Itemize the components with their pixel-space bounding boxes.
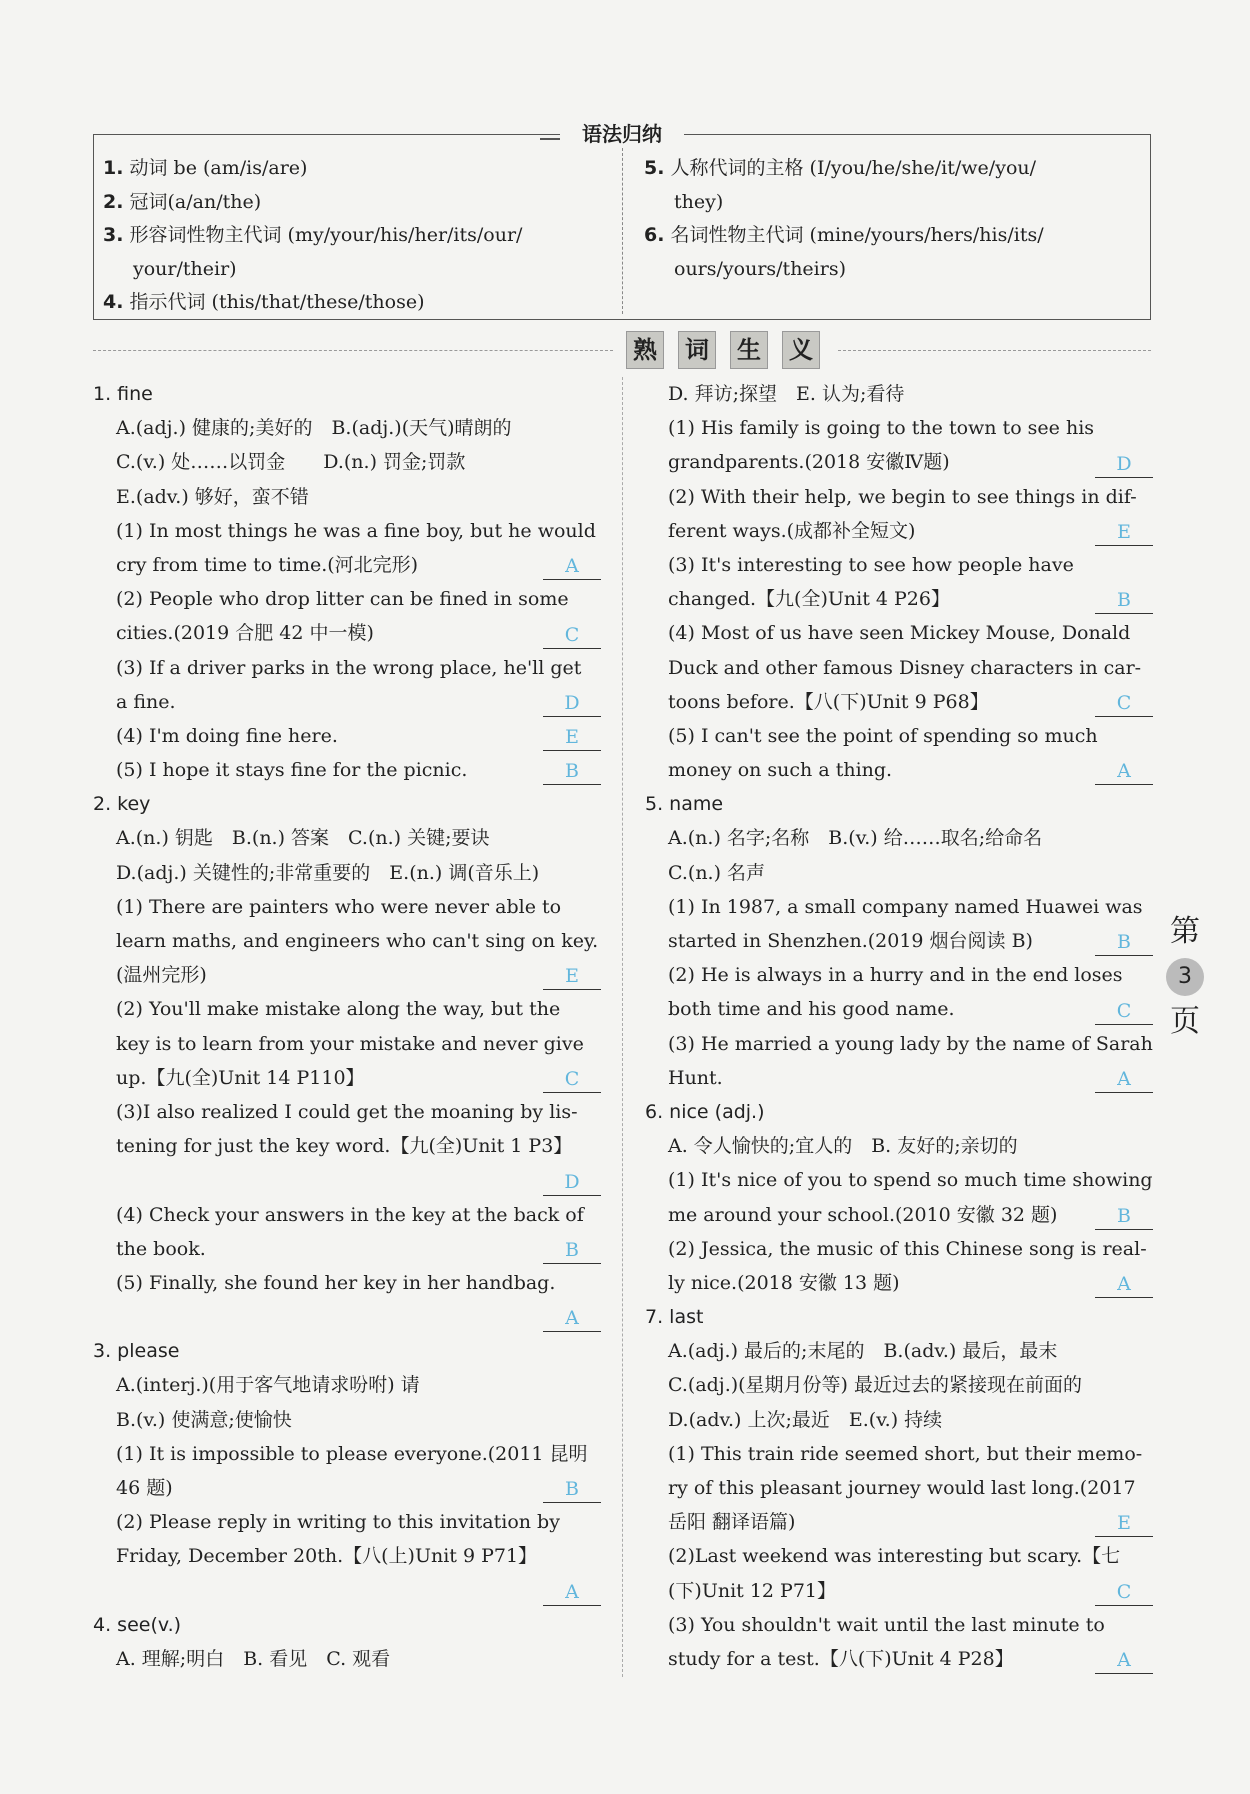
line-text: (2) You'll make mistake along the way, but the	[116, 998, 561, 1021]
exercise-line	[645, 651, 1153, 685]
exercise-line	[93, 514, 601, 548]
answer-blank: A	[1095, 1647, 1153, 1674]
exercise-line	[93, 890, 601, 924]
section-title-char: 生	[730, 331, 768, 369]
exercise-line	[93, 1574, 601, 1608]
exercise-line	[645, 1232, 1153, 1266]
answer-blank: A	[543, 1305, 601, 1332]
exercise-line	[645, 445, 1153, 479]
line-text: 4. see(v.)	[93, 1613, 182, 1636]
exercise-line	[645, 1334, 1153, 1368]
line-text: (1) It is impossible to please everyone.(2011 昆明	[116, 1442, 588, 1465]
exercise-line	[93, 445, 601, 479]
line-text: C.(n.) 名声	[668, 861, 766, 884]
exercise-line	[645, 616, 1153, 650]
section-title-char: 词	[678, 331, 716, 369]
answer-blank: C	[1095, 1579, 1153, 1606]
section-rule-left	[93, 350, 613, 351]
exercise-line	[645, 1368, 1153, 1402]
line-text: (3) It's interesting to see how people have	[668, 553, 1074, 576]
line-text: (2) Jessica, the music of this Chinese song is real-	[668, 1237, 1147, 1260]
grammar-item-number: 5.	[644, 157, 665, 179]
grammar-item-number: 1.	[103, 157, 124, 179]
line-text: 46 题)	[116, 1477, 173, 1499]
right-exercise-column	[645, 377, 1153, 1676]
line-text: (5) I can't see the point of spending so much	[668, 724, 1098, 747]
exercise-line	[645, 411, 1153, 445]
answer-blank: B	[1095, 1203, 1153, 1230]
grammar-item-number: 6.	[644, 224, 665, 246]
grammar-left-column	[103, 152, 608, 320]
answer-blank: B	[1095, 587, 1153, 614]
exercise-line	[93, 924, 601, 958]
line-text: (4) Check your answers in the key at the back of	[116, 1203, 584, 1226]
line-text: the book.	[116, 1237, 206, 1260]
exercise-line	[645, 1061, 1153, 1095]
grammar-item	[644, 152, 1144, 186]
grammar-item-continuation: ours/yours/theirs)	[674, 257, 846, 280]
exercise-line	[645, 1574, 1153, 1608]
grammar-column-divider	[622, 148, 623, 314]
line-text: (5) Finally, she found her key in her handbag.	[116, 1271, 556, 1294]
exercise-line	[93, 548, 601, 582]
line-text: a fine.	[116, 690, 176, 713]
exercise-line	[93, 411, 601, 445]
exercise-line	[645, 890, 1153, 924]
grammar-summary-title: 语法归纳	[560, 120, 684, 148]
entry-heading	[93, 787, 601, 821]
answer-blank: D	[1095, 451, 1153, 478]
line-text: (3) He married a young lady by the name of Sarah	[668, 1032, 1153, 1055]
exercise-line	[93, 616, 601, 650]
line-text: ferent ways.(成都补全短文)	[668, 519, 916, 542]
exercise-line	[93, 1437, 601, 1471]
exercise-line	[645, 856, 1153, 890]
line-text: B.(v.) 使满意;使愉快	[116, 1408, 292, 1431]
answer-blank: B	[543, 1237, 601, 1264]
line-text: Friday, December 20th.【八(上)Unit 9 P71】	[116, 1545, 538, 1568]
line-text: (温州完形)	[116, 964, 207, 987]
line-text: (2) Please reply in writing to this invitation by	[116, 1511, 560, 1534]
exercise-line	[93, 1061, 601, 1095]
page-label-ye: 页	[1170, 1004, 1200, 1039]
exercise-line	[645, 1266, 1153, 1300]
line-text: (下)Unit 12 P71】	[668, 1579, 837, 1602]
line-text: ry of this pleasant journey would last long.(2017	[668, 1477, 1136, 1499]
line-text: (1) It's nice of you to spend so much time showing	[668, 1169, 1153, 1192]
page-label-di: 第	[1170, 914, 1200, 949]
exercise-line	[93, 1232, 601, 1266]
entry-heading	[645, 787, 1153, 821]
line-text: (3) You shouldn't wait until the last minute to	[668, 1613, 1105, 1636]
grammar-item-text: 形容词性物主代词 (my/your/his/her/its/our/	[129, 224, 523, 246]
answer-blank: C	[543, 622, 601, 649]
answer-blank: A	[1095, 758, 1153, 785]
exercise-line	[93, 1403, 601, 1437]
line-text: study for a test.【八(下)Unit 4 P28】	[668, 1647, 1014, 1670]
line-text: key is to learn from your mistake and never give	[116, 1032, 584, 1055]
grammar-item	[644, 219, 1144, 253]
grammar-item-number: 4.	[103, 291, 124, 313]
grammar-item-text: 名词性物主代词 (mine/yours/hers/his/its/	[670, 224, 1044, 246]
line-text: A.(n.) 钥匙 B.(n.) 答案 C.(n.) 关键;要诀	[116, 827, 490, 850]
exercise-line	[93, 1163, 601, 1197]
answer-blank: C	[1095, 690, 1153, 717]
exercise-line	[93, 480, 601, 514]
line-text: 岳阳 翻译语篇)	[668, 1511, 796, 1534]
section-title-char: 义	[782, 331, 820, 369]
exercise-line	[645, 1608, 1153, 1642]
exercise-line	[645, 1403, 1153, 1437]
line-text: cry from time to time.(河北完形)	[116, 553, 419, 576]
line-text: A.(n.) 名字;名称 B.(v.) 给……取名;给命名	[668, 827, 1043, 850]
exercise-line	[645, 719, 1153, 753]
exercise-line	[93, 685, 601, 719]
exercise-line	[645, 753, 1153, 787]
line-text: both time and his good name.	[668, 998, 955, 1021]
exercise-line	[93, 1266, 601, 1300]
exercise-line	[645, 958, 1153, 992]
grammar-item-text: 动词 be (am/is/are)	[129, 157, 308, 179]
line-text: (1) There are painters who were never able to	[116, 895, 562, 918]
exercise-line	[93, 753, 601, 787]
exercise-line	[645, 377, 1153, 411]
column-divider	[622, 377, 623, 1677]
grammar-item-text: 冠词(a/an/the)	[129, 190, 262, 213]
line-text: E.(adv.) 够好，蛮不错	[116, 485, 309, 508]
grammar-item-text: 指示代词 (this/that/these/those)	[129, 291, 425, 313]
grammar-item	[103, 286, 608, 320]
line-text: Duck and other famous Disney characters in car-	[668, 656, 1142, 679]
line-text: Hunt.	[668, 1066, 723, 1089]
entry-heading	[93, 1608, 601, 1642]
line-text: changed.【九(全)Unit 4 P26】	[668, 588, 950, 611]
answer-blank: C	[543, 1066, 601, 1093]
answer-blank: B	[543, 1476, 601, 1503]
exercise-line	[645, 821, 1153, 855]
exercise-line	[93, 1027, 601, 1061]
line-text: (4) Most of us have seen Mickey Mouse, Donald	[668, 622, 1131, 645]
line-text: learn maths, and engineers who can't sing on key.	[116, 930, 599, 952]
line-text: D.(adj.) 关键性的;非常重要的 E.(n.) 调(音乐上)	[116, 861, 540, 884]
answer-blank: C	[1095, 998, 1153, 1025]
line-text: C.(adj.)(星期月份等) 最近过去的紧接现在前面的	[668, 1374, 1083, 1397]
exercise-line	[645, 514, 1153, 548]
line-text: 2. key	[93, 793, 151, 816]
exercise-line	[645, 1471, 1153, 1505]
grammar-item-continuation: your/their)	[133, 257, 237, 280]
line-text: A. 令人愉快的;宜人的 B. 友好的;亲切的	[668, 1135, 1018, 1158]
grammar-item-continuation: they)	[674, 190, 724, 213]
section-header	[93, 331, 1151, 371]
line-text: ly nice.(2018 安徽 13 题)	[668, 1271, 900, 1294]
exercise-line	[93, 651, 601, 685]
line-text: me around your school.(2010 安徽 32 题)	[668, 1203, 1058, 1226]
answer-blank: E	[543, 963, 601, 990]
exercise-line	[93, 1300, 601, 1334]
exercise-line	[645, 548, 1153, 582]
page-number-tab	[1163, 910, 1207, 1044]
section-title	[626, 331, 820, 369]
entry-heading	[93, 1334, 601, 1368]
exercise-line	[93, 1642, 601, 1676]
exercise-line	[93, 719, 601, 753]
exercise-line	[645, 1437, 1153, 1471]
line-text: (1) This train ride seemed short, but their memo-	[668, 1442, 1143, 1465]
line-text: (2)Last weekend was interesting but scary.【七	[668, 1545, 1121, 1568]
line-text: (1) In 1987, a small company named Huawei was	[668, 895, 1143, 918]
exercise-line	[93, 1129, 601, 1163]
exercise-line	[93, 1198, 601, 1232]
exercise-line	[645, 480, 1153, 514]
exercise-line	[645, 1539, 1153, 1573]
answer-blank: D	[543, 690, 601, 717]
line-text: up.【九(全)Unit 14 P110】	[116, 1066, 365, 1089]
line-text: (1) In most things he was a fine boy, but he would	[116, 519, 596, 542]
line-text: (1) His family is going to the town to see his	[668, 417, 1095, 440]
exercise-line	[93, 582, 601, 616]
line-text: (5) I hope it stays fine for the picnic.	[116, 759, 468, 782]
left-exercise-column	[93, 377, 601, 1676]
line-text: 5. name	[645, 793, 724, 816]
exercise-line	[93, 992, 601, 1026]
answer-blank: B	[1095, 929, 1153, 956]
section-rule-right	[838, 350, 1151, 351]
section-title-char: 熟	[626, 331, 664, 369]
line-text: started in Shenzhen.(2019 烟台阅读 B)	[668, 930, 1033, 952]
line-text: tening for just the key word.【九(全)Unit 1 P3】	[116, 1135, 573, 1158]
answer-blank: D	[543, 1169, 601, 1196]
line-text: 7. last	[645, 1306, 704, 1329]
exercise-line	[645, 1027, 1153, 1061]
line-text: (4) I'm doing fine here.	[116, 724, 338, 747]
exercise-line	[645, 1198, 1153, 1232]
grammar-item-number: 3.	[103, 224, 124, 246]
exercise-line	[645, 1163, 1153, 1197]
exercise-line	[93, 1539, 601, 1573]
line-text: D.(adv.) 上次;最近 E.(v.) 持续	[668, 1408, 943, 1431]
line-text: C.(v.) 处……以罚金 D.(n.) 罚金;罚款	[116, 451, 466, 474]
answer-blank: E	[543, 724, 601, 751]
line-text: 3. please	[93, 1340, 180, 1363]
grammar-item-text: 人称代词的主格 (I/you/he/she/it/we/you/	[670, 157, 1037, 179]
exercise-line	[93, 1471, 601, 1505]
exercise-line	[93, 1368, 601, 1402]
line-text: grandparents.(2018 安徽Ⅳ题)	[668, 451, 950, 474]
line-text: (3) If a driver parks in the wrong place, he'll get	[116, 656, 582, 679]
grammar-item-number: 2.	[103, 190, 124, 213]
exercise-line	[93, 958, 601, 992]
line-text: (2) People who drop litter can be fined in some	[116, 588, 569, 611]
answer-blank: A	[1095, 1066, 1153, 1093]
line-text: A. 理解;明白 B. 看见 C. 观看	[116, 1647, 391, 1670]
line-text: (2) With their help, we begin to see things in dif-	[668, 485, 1137, 508]
exercise-line	[93, 856, 601, 890]
exercise-line	[645, 1642, 1153, 1676]
page-number-badge: 3	[1166, 958, 1204, 996]
line-text: A.(adj.) 最后的;末尾的 B.(adv.) 最后，最末	[668, 1340, 1058, 1363]
entry-heading	[645, 1300, 1153, 1334]
answer-blank: E	[1095, 1510, 1153, 1537]
answer-blank: A	[543, 1579, 601, 1606]
line-text: (3)I also realized I could get the moaning by lis-	[116, 1100, 578, 1123]
grammar-title-rule-left	[540, 138, 560, 140]
line-text: A.(adj.) 健康的;美好的 B.(adj.)(天气)晴朗的	[116, 417, 512, 440]
grammar-item	[103, 152, 608, 186]
grammar-item	[103, 219, 608, 253]
line-text: D. 拜访;探望 E. 认为;看待	[668, 383, 905, 405]
grammar-right-column	[644, 152, 1144, 286]
line-text: 6. nice (adj.)	[645, 1100, 765, 1123]
line-text: toons before.【八(下)Unit 9 P68】	[668, 690, 989, 713]
exercise-line	[93, 1095, 601, 1129]
answer-blank: B	[543, 758, 601, 785]
entry-heading	[645, 1095, 1153, 1129]
exercise-line	[645, 685, 1153, 719]
entry-heading	[93, 377, 601, 411]
exercise-line	[645, 992, 1153, 1026]
exercise-line	[645, 1505, 1153, 1539]
answer-blank: A	[1095, 1271, 1153, 1298]
line-text: (2) He is always in a hurry and in the end loses	[668, 964, 1123, 987]
exercise-line	[645, 1129, 1153, 1163]
line-text: cities.(2019 合肥 42 中一模)	[116, 622, 374, 645]
exercise-line	[93, 1505, 601, 1539]
line-text: money on such a thing.	[668, 759, 893, 782]
exercise-line	[645, 924, 1153, 958]
answer-blank: E	[1095, 519, 1153, 546]
exercise-line	[93, 821, 601, 855]
grammar-item	[103, 186, 608, 220]
line-text: 1. fine	[93, 383, 153, 405]
line-text: A.(interj.)(用于客气地请求吩咐) 请	[116, 1374, 420, 1397]
exercise-line	[645, 582, 1153, 616]
answer-blank: A	[543, 553, 601, 580]
